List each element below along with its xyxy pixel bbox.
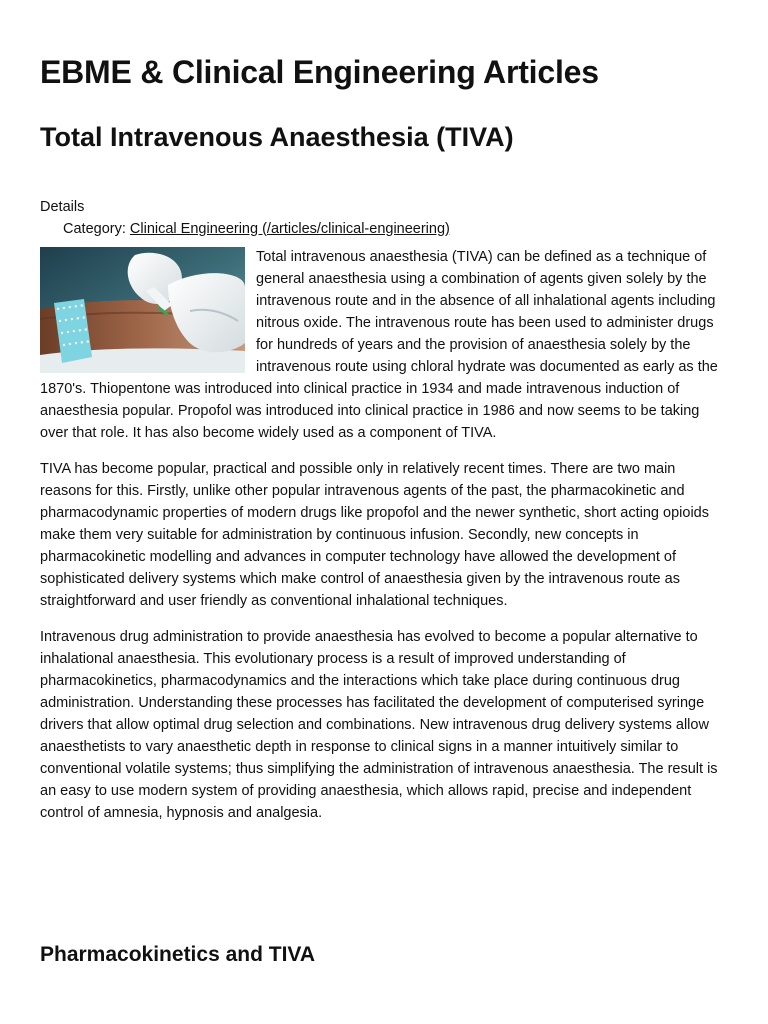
article-title[interactable]: Total Intravenous Anaesthesia (TIVA) <box>40 122 514 152</box>
iv-cannulation-photo <box>40 247 245 373</box>
section-heading: Pharmacokinetics and TIVA <box>40 943 316 966</box>
paragraph: Intravenous drug administration to provide anaesthesia has evolved to become a popular alternative to inhalational anaesthesia. This evolutionary process is a result of improved understanding of pharmacokinetics, pharmacodynamics and the interactions which take place during continuous drug administration. Understanding these processes has facilitated the development of computerised syringe drivers that allow optimal drug selection and combinations. New intravenous drug delivery systems allow anaesthetists to vary anaesthetic depth in response to clinical signs in a manner intuitively similar to conventional volatile systems; thus simplifying the administration of intravenous anaesthesia. The result is an easy to use modern system of providing anaesthesia, which allows rapid, precise and independent control of amnesia, hypnosis and analgesia. <box>40 629 718 821</box>
details-label: Details <box>40 198 85 215</box>
category-label: Category: <box>63 220 126 237</box>
paragraph: TIVA has become popular, practical and possible only in relatively recent times. There are two main reasons for this. Firstly, unlike other popular intravenous agents of the past, the pharmacokinetic and pharmacodynamic properties of modern drugs like propofol and the newer synthetic, short acting opioids make them very suitable for administration by continuous infusion. Secondly, new concepts in pharmacokinetic modelling and advances in computer technology have allowed the development of sophisticated delivery systems which make control of anaesthesia given by the intravenous route as straightforward and user friendly as conventional inhalational techniques. <box>40 461 709 609</box>
site-title: EBME & Clinical Engineering Articles <box>40 54 599 90</box>
article-body <box>40 246 730 838</box>
category-row <box>63 218 450 240</box>
category-link[interactable]: Clinical Engineering (/articles/clinical-engineering) <box>129 220 450 237</box>
article-details <box>40 196 450 240</box>
paragraph: Total intravenous anaesthesia (TIVA) can be defined as a technique of general anaesthesia using a combination of agents given solely by the intravenous route and in the absence of all inhalational agents including nitrous oxide. The intravenous route has been used to administer drugs for hundreds of years and the provision of anaesthesia solely by the intravenous route using chloral hydrate was documented as early as the 1870's. Thiopentone was introduced into clinical practice in 1934 and made intravenous induction of anaesthesia popular. Propofol was introduced into clinical practice in 1986 and now seems to be taking over that role. It has also become widely used as a component of TIVA. <box>40 249 718 441</box>
